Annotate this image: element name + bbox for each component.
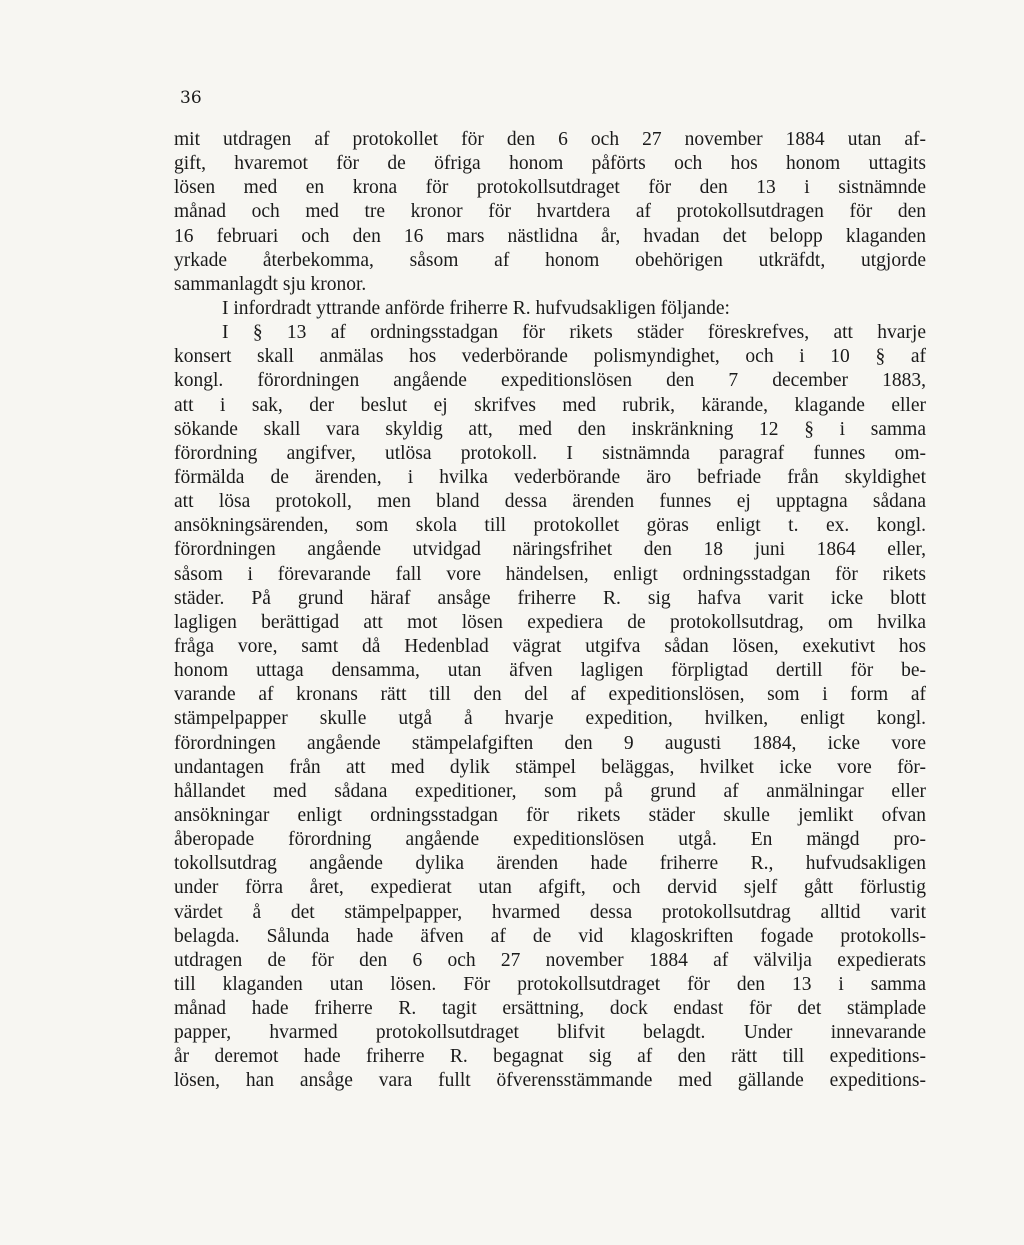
text-line: varande af kronans rätt till den del af expeditionslösen, som i form af [174, 684, 926, 706]
text-line: förordning angifver, utlösa protokoll. I sistnämnda paragraf funnes om- [174, 442, 926, 464]
text-line: såsom i förevarande fall vore händelsen, enligt ordningsstadgan för rikets [174, 563, 926, 585]
text-line: värdet å det stämpelpapper, hvarmed dessa protokollsutdrag alltid varit [174, 901, 926, 923]
text-line: stämpelpapper skulle utgå å hvarje expedition, hvilken, enligt kongl. [174, 708, 926, 730]
text-line: mit utdragen af protokollet för den 6 och 27 november 1884 utan af- [174, 129, 926, 150]
text-line: yrkade återbekomma, såsom af honom obehörigen utkräfdt, utgjorde [174, 249, 926, 271]
text-line: hållandet med sådana expeditioner, som på grund af anmälningar eller [174, 780, 926, 802]
text-line: gift, hvaremot för de öfriga honom påförts och hos honom uttagits [174, 153, 926, 175]
text-line: månad hade friherre R. tagit ersättning, dock endast för det stämplade [174, 998, 926, 1020]
page-number: 36 [180, 88, 202, 108]
text-line: under förra året, expedierat utan afgift, och dervid sjelf gått förlustig [174, 877, 926, 899]
text-line: förordningen angående stämpelafgiften den 9 augusti 1884, icke vore [174, 732, 926, 754]
text-line: kongl. förordningen angående expeditionslösen den 7 december 1883, [174, 370, 926, 392]
text-line: I § 13 af ordningsstadgan för rikets städer föreskrefves, att hvarje [222, 322, 926, 344]
text-line: honom uttaga densamma, utan äfven lagligen förpligtad dertill för be- [174, 660, 926, 682]
text-line: sammanlagdt sju kronor. [174, 273, 367, 295]
text-line: papper, hvarmed protokollsutdraget blifvit belagdt. Under innevarande [174, 1022, 926, 1044]
text-line: till klaganden utan lösen. För protokollsutdraget för den 13 i samma [174, 973, 926, 995]
text-line: 16 februari och den 16 mars nästlidna år, hvadan det belopp klaganden [174, 225, 926, 247]
text-line: förmälda de ärenden, i hvilka vederbörande äro befriade från skyldighet [174, 466, 926, 488]
text-line: utdragen de för den 6 och 27 november 1884 af välvilja expedierats [174, 949, 926, 971]
text-line: sökande skall vara skyldig att, med den inskränkning 12 § i samma [174, 418, 926, 440]
text-line: ansökningar enligt ordningsstadgan för rikets städer skulle jemlikt ofvan [174, 804, 926, 826]
text-line: månad och med tre kronor för hvartdera af protokollsutdragen för den [174, 201, 926, 223]
text-line: att i sak, der beslut ej skrifves med rubrik, kärande, klagande eller [174, 394, 926, 416]
text-line: lösen, han ansåge vara fullt öfverensstämmande med gällande expeditions- [174, 1070, 926, 1092]
text-line: lösen med en krona för protokollsutdraget för den 13 i sistnämnde [174, 177, 926, 199]
text-line: år deremot hade friherre R. begagnat sig af den rätt till expeditions- [174, 1046, 926, 1068]
text-line: fråga vore, samt då Hedenblad vägrat utgifva sådan lösen, exekutivt hos [174, 635, 926, 657]
text-line: att lösa protokoll, men bland dessa ärenden funnes ej upptagna sådana [174, 491, 926, 513]
text-line: belagda. Sålunda hade äfven af de vid klagoskriften fogade protokolls- [174, 925, 926, 947]
text-line: städer. På grund häraf ansåge friherre R. sig hafva varit icke blott [174, 587, 926, 609]
text-line: åberopade förordning angående expeditionslösen utgå. En mängd pro- [174, 829, 926, 851]
text-line: I infordradt yttrande anförde friherre R. hufvudsakligen följande: [222, 297, 730, 319]
body-text [174, 128, 926, 1094]
text-line: lagligen berättigad att mot lösen expediera de protokollsutdrag, om hvilka [174, 611, 926, 633]
text-line: tokollsutdrag angående dylika ärenden hade friherre R., hufvudsakligen [174, 853, 926, 875]
text-line: ansökningsärenden, som skola till protokollet göras enligt t. ex. kongl. [174, 515, 926, 537]
text-line: undantagen från att med dylik stämpel beläggas, hvilket icke vore för- [174, 756, 926, 778]
text-line: konsert skall anmälas hos vederbörande polismyndighet, och i 10 § af [174, 346, 926, 368]
text-line: förordningen angående utvidgad näringsfrihet den 18 juni 1864 eller, [174, 539, 926, 561]
